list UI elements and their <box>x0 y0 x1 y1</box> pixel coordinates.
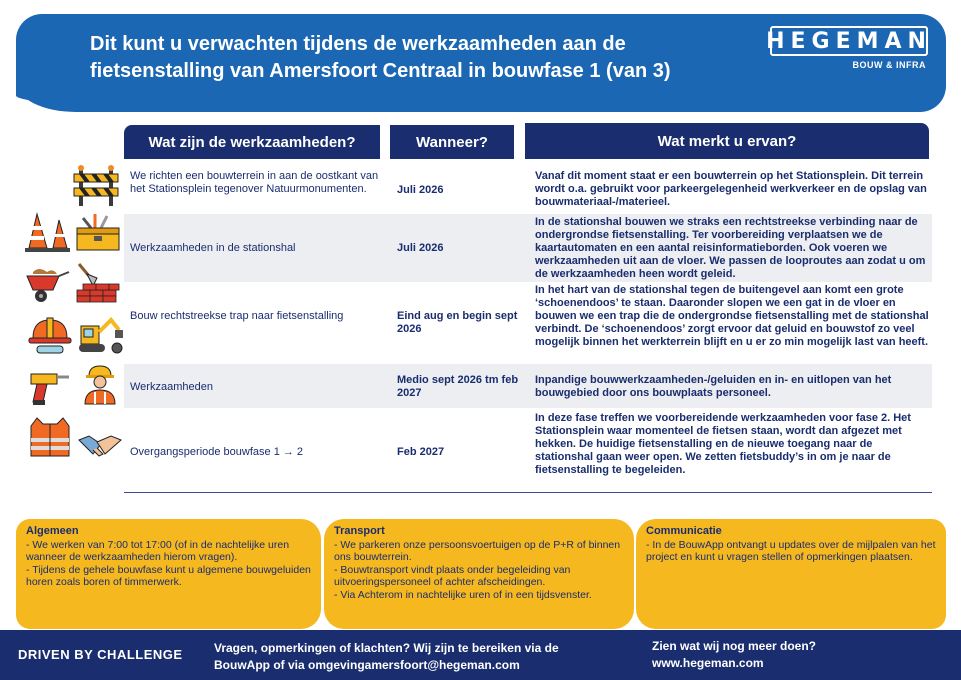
hegeman-logo: HEGEMAN <box>770 26 928 56</box>
table-row <box>124 408 932 492</box>
footer-slogan: DRIVEN BY CHALLENGE <box>18 647 183 662</box>
excavator-icon <box>74 312 126 356</box>
info-title: Communicatie <box>646 525 722 537</box>
toolbox-icon <box>72 210 124 254</box>
row-notice: Vanaf dit moment staat er een bouwterrein op het Stationsplein. Dit terrein wordt o.a. gebruikt voor parkeergelegenheid werkverkeer en de opslag van bouwmateriaal-/materieel. <box>535 170 927 208</box>
table-row <box>124 164 932 214</box>
logo-subtitle: BOUW & INFRA <box>852 60 926 70</box>
row-when: Juli 2026 <box>397 242 444 254</box>
row-notice: In de stationshal bouwen we straks een rechtstreekse verbinding naar de ondergrondse fietsenstalling. Ter voorbereiding verplaatsen we de kaartautomaten en een aantal reisinformatieborden. Ook voeren we werkzaamheden uit aan de vloer. We passen de looproutes aan zodat u om de werkzaamheden heen wordt geleid. <box>535 216 926 280</box>
handshake-icon <box>74 424 126 468</box>
row-what: Overgangsperiode bouwfase 1 → 2 <box>130 446 304 458</box>
contact-email-line[interactable]: BouwApp of via omgevingamersfoort@hegeman.com <box>214 658 520 672</box>
worker-icon <box>74 362 126 406</box>
row-notice: In deze fase treffen we voorbereidende werkzaamheden voor fase 2. Het Stationsplein waar momenteel de fietsen staan, wordt dan afgezet met hekken. De huidige fietsenstalling en de nieuwe toegang naar de stationshal gaan weer open. We zetten fietsbuddy’s in om je naar de fietsenstalling te begeleiden. <box>535 412 911 476</box>
table-row <box>124 282 932 364</box>
row-what: We richten een bouwterrein in aan de oostkant van het Stationsplein tegenover Natuurmonumenten. <box>130 170 379 195</box>
row-when: Juli 2026 <box>397 184 444 196</box>
wheelbarrow-icon <box>20 262 72 306</box>
column-header-what: Wat zijn de werkzaamheden? <box>124 125 380 159</box>
contact-line-1: Vragen, opmerkingen of klachten? Wij zijn te bereiken via de <box>214 641 559 655</box>
info-box-general <box>16 519 321 629</box>
title-line-2: fietsenstalling van Amersfoort Centraal in bouwfase 1 (van 3) <box>90 60 671 82</box>
info-title: Transport <box>334 525 385 537</box>
traffic-cones-icon <box>22 210 74 254</box>
row-when: Eind aug en begin sept 2026 <box>397 310 518 335</box>
table-bottom-rule <box>124 492 932 493</box>
footer-contact <box>214 640 604 674</box>
page-title <box>90 31 730 85</box>
row-notice: Inpandige bouwwerkzaamheden-/geluiden en in- en uitlopen van het bouwgebied door ons bouwplaats personeel. <box>535 374 892 399</box>
row-when: Medio sept 2026 tm feb 2027 <box>397 374 519 399</box>
footer <box>0 630 961 680</box>
drill-icon <box>22 364 74 408</box>
row-notice: In het hart van de stationshal tegen de buitengevel aan komt een grote ‘schoenendoos’ te staan. Daaronder slopen we een gat in de vloer en bouwen we een trap die de ondergrondse fietsenstalling met de stationshal verbindt. De ‘schoenendoos’ zorgt ervoor dat geluid en bouwstof zo veel mogelijk binnen het werkterrein blijft en u er zo min mogelijk last van heeft. <box>535 284 929 348</box>
info-box-transport <box>324 519 634 629</box>
column-header-notice: Wat merkt u ervan? <box>525 123 929 159</box>
website-link[interactable]: www.hegeman.com <box>652 656 764 670</box>
more-line-1: Zien wat wij nog meer doen? <box>652 639 817 653</box>
row-when: Feb 2027 <box>397 446 445 458</box>
row-what: Werkzaamheden <box>130 381 213 393</box>
road-barrier-icon <box>70 164 122 208</box>
title-line-1: Dit kunt u verwachten tijdens de werkzaamheden aan de <box>90 33 626 55</box>
trowel-bricks-icon <box>72 260 124 304</box>
table-row <box>124 364 932 408</box>
safety-vest-icon <box>24 414 76 458</box>
info-text: - We werken van 7:00 tot 17:00 (of in de nachtelijke uren wanneer de werkzaamheden hierom vragen). - Tijdens de gehele bouwfase kunt u algemene bouwgeluiden horen zoals boren of timmerwerk. <box>26 538 311 588</box>
column-header-when: Wanneer? <box>390 125 514 159</box>
footer-more <box>652 638 942 672</box>
info-text: - In de BouwApp ontvangt u updates over de mijlpalen van het project en kunt u vragen stellen of opmerkingen plaatsen. <box>646 538 936 563</box>
info-title: Algemeen <box>26 525 79 537</box>
row-what: Bouw rechtstreekse trap naar fietsenstalling <box>130 310 344 322</box>
table-row <box>124 214 932 282</box>
hardhat-icon <box>24 312 76 356</box>
row-what: Werkzaamheden in de stationshal <box>130 242 296 254</box>
info-box-communication <box>636 519 946 629</box>
info-text: - We parkeren onze persoonsvoertuigen op de P+R of binnen ons bouwterrein. - Bouwtransport vindt plaats onder begeleiding van uitvoeringspersoneel of achter afscheidingen. - Via Achterom in nachtelijke uren of in een tijdsvenster. <box>334 538 621 601</box>
